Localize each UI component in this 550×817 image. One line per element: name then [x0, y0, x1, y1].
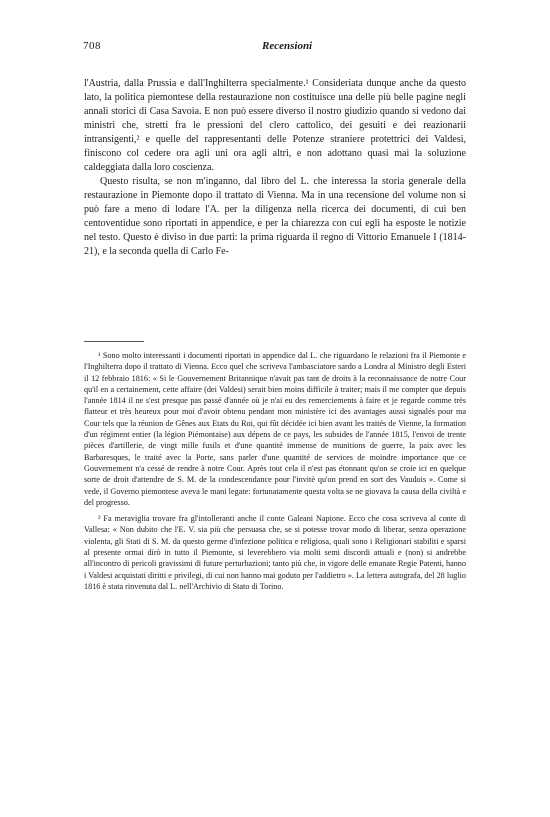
footnote-1: ¹ Sono molto interessanti i documenti riportati in appendice dal L. che riguardano le relazioni fra il Piemonte e l'Inghilterra dopo il trattato di Vienna. Ecco quel che scriveva l'ambasciatore sardo a Londra al Ministro degli Esteri il 12 febbraio 1816: « Si le Gouvernement Britannique n'avait pas tant de droits à la reconnaissance de notre Cour qu'il en a certainement, cette affaire (dei Valdesi) serait bien moins difficile à traiter; mais il me compter que depuis l'année 1814 il ne s'est presque pas passé d'année où je n'ai eu des remerciements à faire et je regarde comme très flatteur et très heureux pour moi d'avoir obtenu pendant mon ministère ici des avantages aussi signalés pour ma Cour tels que la réunion de Gênes aux Etats du Roi, qui fût décidée ici bien avant les traités de Vienne, la formation d'un régiment entier (la légion Piémontaise) aux dépens de ce pays, les subsides de l'année 1815, l'envoi de trente pièces d'artillerie, de vingt mille fusils et d'une quantité immense de munitions de guerre, la paix avec les Barbaresques, le traité avec la Porte, sans parler d'une quantité de services de moindre importance que ce Gouvernement n'a cessé de rendre à notre Cour. Après tout cela il n'est pas étonnant qu'on se croie ici en quelque sorte de droit d'attendre de S. M. de la condescendance pour l'invitè qu'on prend en sort des Vaudois ». Come si vede, il Governo piemontese aveva le mani legate: fortunatamente questa volta se ne giovava la causa della civiltà e del progresso. — [84, 351, 466, 507]
body-paragraph: l'Austria, dalla Prussia e dall'Inghilterra specialmente.¹ Consideriata dunque anche da questo lato, la politica piemontese della restaurazione non costituisce una delle più belle pagine negli annali storici di Casa Savoia. E non può essere diverso il nostro giudizio quando si vedono dai ministri che, stretti fra le pressioni del clero cattolico, dei gesuiti e dei reazionarii intransigenti,² e quelle del rappresentanti delle Potenze straniere protettrici dei Valdesi, finiscono col cedere ora agli uni ora agli altri, e non adottano quasi mai la soluzione caldeggiata dalla loro coscienza. — [84, 78, 466, 173]
main-text-body — [84, 77, 466, 259]
footnote-separator — [84, 341, 144, 342]
body-paragraph: Questo risulta, se non m'inganno, dal libro del L. che interessa la storia generale della restaurazione in Piemonte dopo il trattato di Vienna. Ma in una recensione del volume non si può fare a meno di lodare l'A. per la diligenza nella ricerca dei documenti, di cui ben centoventidue sono riportati in appendice, e per la chiarezza con cui egli ha esposte le notizie nel testo. Questo è diviso in due parti: la prima riguarda il regno di Vittorio Emanuele I (1814-21), e la seconda quella di Carlo Fe- — [84, 176, 466, 257]
footnotes — [84, 350, 466, 597]
footnote-2: ² Fa meraviglia trovare fra gl'intolleranti anche il conte Galeani Napione. Ecco che cosa scriveva al conte di Vallesa: « Non dubito che l'E. V. sia più che persuasa che, se si potesse trovar modo di liberar, senza operazione violenta, gli Stati di S. M. da questo germe d'infezione politica e religiosa, quali sono i Religionari stabiliti e sparsi al presente ormai dirò in tutto il Piemonte, si leverebbero via molti semi discordi attuali e (non) si andrebbe all'incontro di pericoli gravissimi di future perturbazioni; tanto più che, in vigore delle emanate Regie Patenti, hanno i Valdesi acquistati diritti e privilegi, di cui non hanno mai goduto per l'addietro ». La lettera autografa, del 28 luglio 1816 è stata rinvenuta dal L. nell'Archivio di Stato di Torino. — [84, 514, 466, 591]
running-head: Recensioni — [262, 40, 313, 52]
page-number: 708 — [83, 40, 101, 52]
